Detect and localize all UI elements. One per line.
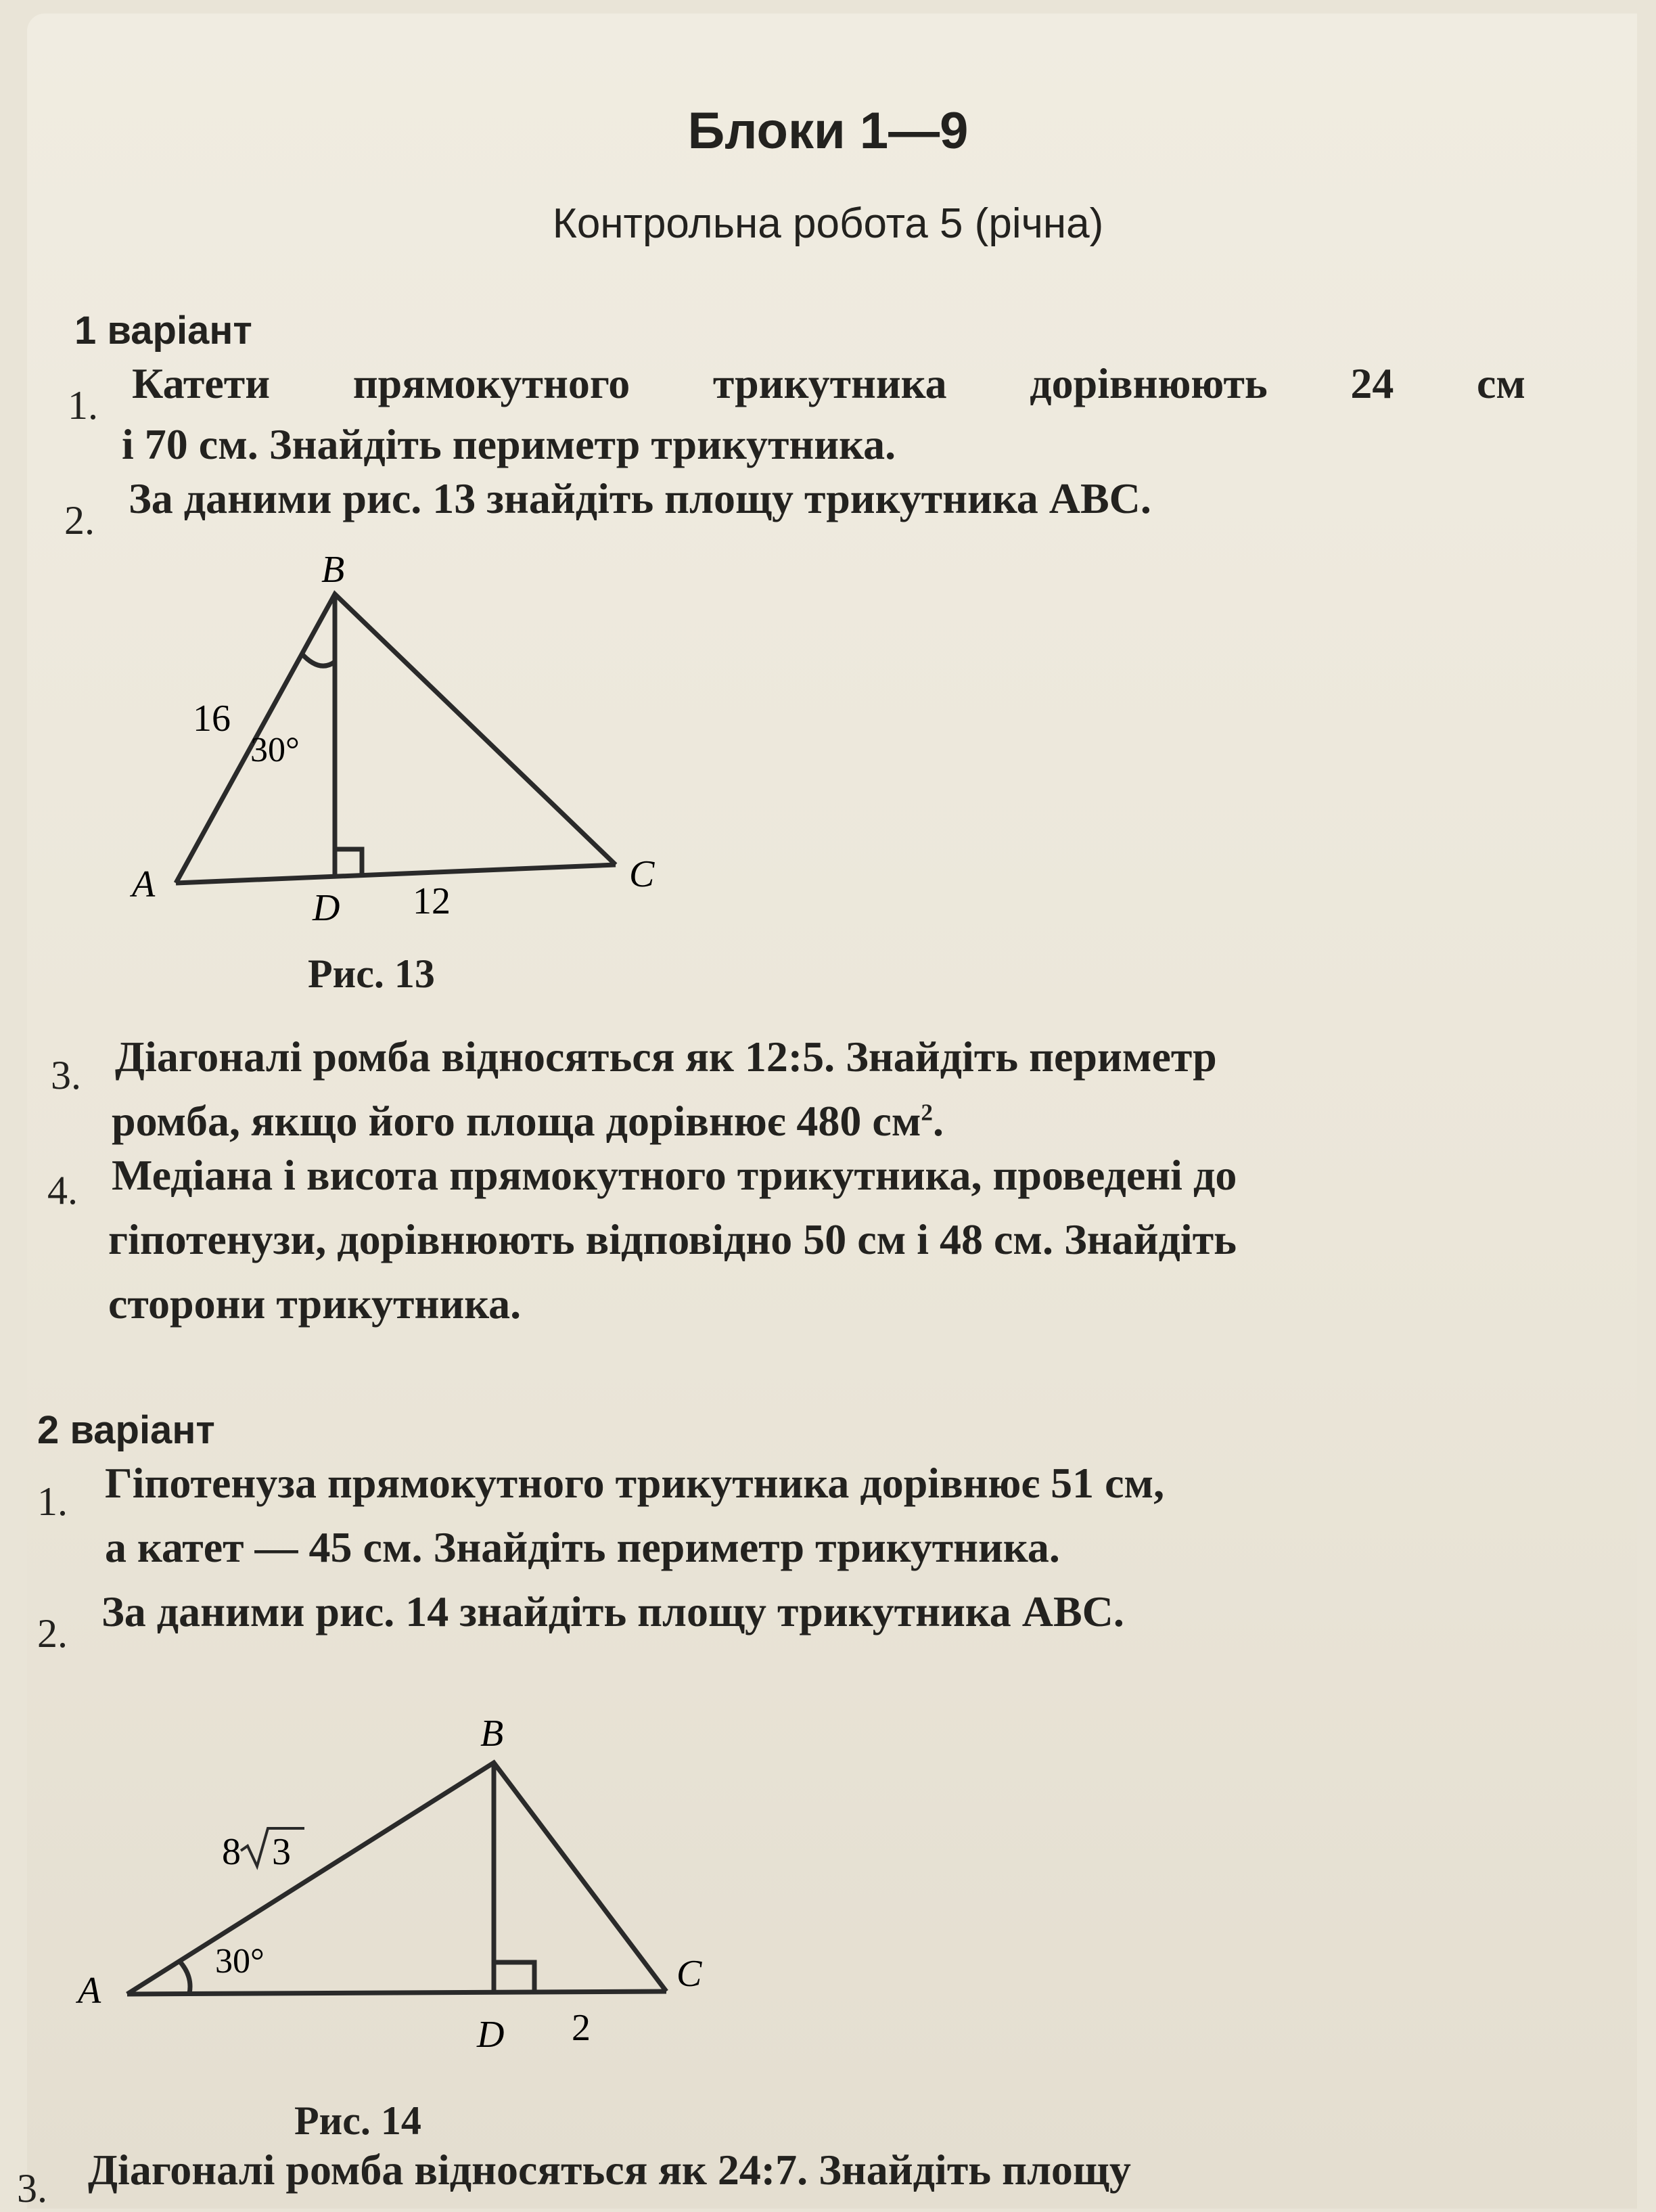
v2-task-1-line-1: Гіпотенуза прямокутного трикутника дорівнює 51 см,: [105, 1459, 1165, 1507]
base-ac: [176, 865, 616, 883]
task-1-line-1: Катети прямокутного трикутника дорівнюють 24 см: [132, 359, 1525, 407]
figure-14-caption: Рис. 14: [294, 2098, 421, 2143]
task-4-number: 4.: [47, 1168, 78, 1213]
task-2-text: За даними рис. 13 знайдіть площу трикутника ABC.: [129, 474, 1151, 522]
v2-task-2-text: За даними рис. 14 знайдіть площу трикутника ABC.: [101, 1587, 1124, 1635]
v2-task-1-line-2: а катет — 45 см. Знайдіть периметр трикутника.: [105, 1523, 1060, 1571]
task-4-line-3: сторони трикутника.: [108, 1280, 522, 1328]
label-side-dc: 2: [572, 2007, 591, 2049]
task-4-line-2: гіпотенузи, дорівнюють відповідно 50 см і 48 см. Знайдіть: [108, 1215, 1237, 1263]
task-1-line-2: і 70 см. Знайдіть периметр трикутника.: [122, 420, 896, 468]
label-c: C: [676, 1953, 702, 1995]
v2-task-3-line-1: Діагоналі ромба відносяться як 24:7. Знайдіть площу: [88, 2146, 1131, 2194]
task-3-line-2: [112, 1096, 944, 1146]
task-3-number: 3.: [51, 1053, 81, 1098]
base-ac: [127, 1991, 666, 1994]
variant-1-label: 1 варіант: [74, 309, 252, 353]
work-title: Контрольна робота 5 (річна): [552, 200, 1104, 247]
v2-task-1-number: 1.: [37, 1479, 68, 1524]
label-d: D: [313, 887, 340, 929]
figure-14: [68, 1685, 744, 2064]
label-side-ab: 16: [193, 698, 231, 740]
label-side-dc: 12: [413, 880, 451, 922]
task-3-superscript: 2: [921, 1099, 933, 1126]
label-a: A: [78, 1970, 101, 2012]
task-3-line-2-text: ромба, якщо його площа дорівнює 480 см: [112, 1097, 921, 1145]
task-4-line-1: Медіана і висота прямокутного трикутника, проведені до: [112, 1151, 1237, 1199]
angle-arc: [301, 653, 335, 666]
triangle-abc: [176, 594, 616, 883]
figure-13-caption: Рис. 13: [308, 951, 435, 996]
angle-arc: [179, 1961, 190, 1993]
figure-13: [122, 541, 697, 974]
right-angle-mark: [494, 1962, 534, 1991]
label-angle: 30°: [250, 731, 300, 769]
triangle-abc: [127, 1763, 666, 1994]
label-b: B: [480, 1713, 504, 1755]
label-side-ab-rad: 3: [272, 1831, 291, 1873]
v2-task-2-number: 2.: [37, 1611, 68, 1656]
task-1-number: 1.: [68, 383, 98, 428]
label-side-ab-coef: 8: [222, 1831, 241, 1873]
block-title: Блоки 1—9: [687, 102, 969, 160]
label-angle: 30°: [215, 1942, 264, 1981]
label-d: D: [477, 2014, 505, 2056]
task-3-line-1: Діагоналі ромба відносяться як 12:5. Знайдіть периметр: [115, 1033, 1217, 1081]
label-c: C: [629, 853, 655, 895]
label-a: A: [132, 863, 156, 905]
variant-2-label: 2 варіант: [37, 1408, 215, 1452]
task-3-line-2-tail: .: [933, 1097, 944, 1145]
label-b: B: [321, 549, 345, 591]
v2-task-3-number: 3.: [17, 2166, 47, 2211]
right-angle-mark: [335, 849, 362, 874]
task-2-number: 2.: [64, 498, 95, 543]
